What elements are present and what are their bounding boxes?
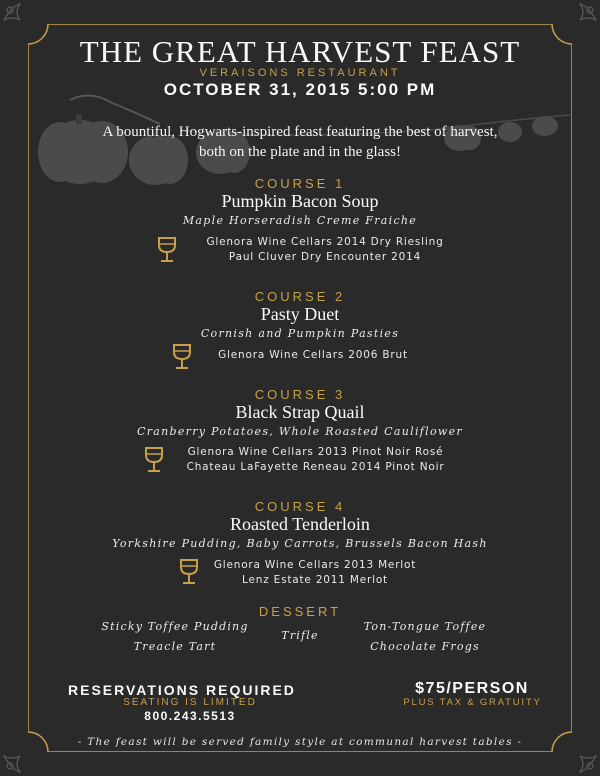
course-4-description: Yorkshire Pudding, Baby Carrots, Brussels Bacon Hash — [112, 537, 488, 550]
course-2-description: Cornish and Pumpkin Pasties — [200, 327, 400, 340]
course-1-wine-2: Paul Cluver Dry Encounter 2014 — [228, 251, 422, 263]
seating-note: SEATING IS LIMITED — [123, 697, 257, 708]
course-4-label: COURSE 4 — [254, 499, 346, 514]
ornate-corner-icon — [562, 2, 598, 38]
course-1-label: COURSE 1 — [254, 176, 346, 191]
course-3-label: COURSE 3 — [254, 387, 346, 402]
dessert-item: Ton-Tongue Toffee — [363, 620, 487, 633]
pumpkin-icon — [532, 116, 558, 136]
wine-glass-icon — [178, 559, 200, 585]
dessert-item: Sticky Toffee Pudding — [101, 620, 249, 633]
course-4-wine-2: Lenz Estate 2011 Merlot — [242, 574, 388, 586]
dessert-item: Trifle — [281, 629, 319, 642]
dessert-item: Treacle Tart — [133, 640, 217, 653]
course-2-label: COURSE 2 — [254, 289, 346, 304]
intro-text: A bountiful, Hogwarts-inspired feast featuring the best of harvest, both on the plate and in the glass! — [102, 124, 498, 160]
course-4-dish: Roasted Tenderloin — [230, 514, 370, 534]
restaurant-name: VERAISONS RESTAURANT — [199, 67, 401, 79]
event-date: OCTOBER 31, 2015 5:00 PM — [163, 80, 437, 99]
price-note: PLUS TAX & GRATUITY — [403, 697, 542, 708]
price: $75/PERSON — [415, 680, 529, 697]
wine-glass-icon — [143, 447, 165, 473]
course-1-description: Maple Horseradish Creme Fraiche — [182, 214, 418, 227]
course-3-description: Cranberry Potatoes, Whole Roasted Cauliflower — [137, 425, 463, 438]
course-1-dish: Pumpkin Bacon Soup — [221, 191, 379, 211]
course-3-wine-2: Chateau LaFayette Reneau 2014 Pinot Noir — [186, 461, 445, 473]
reservations-heading: RESERVATIONS REQUIRED — [68, 682, 296, 698]
course-2-dish: Pasty Duet — [260, 304, 340, 324]
pumpkin-icon — [498, 122, 522, 142]
dessert-label: DESSERT — [258, 604, 342, 619]
wine-glass-icon — [156, 237, 178, 263]
course-2-wine-1: Glenora Wine Cellars 2006 Brut — [218, 349, 408, 361]
phone-number: 800.243.5513 — [144, 709, 236, 723]
course-1-wine-1: Glenora Wine Cellars 2014 Dry Riesling — [206, 236, 444, 248]
course-3-wine-1: Glenora Wine Cellars 2013 Pinot Noir Rosé — [187, 446, 444, 458]
footer-note: - The feast will be served family style at communal harvest tables - — [77, 736, 523, 748]
ornate-corner-icon — [2, 2, 38, 38]
wine-glass-icon — [171, 344, 193, 370]
course-3-dish: Black Strap Quail — [235, 402, 365, 422]
dessert-item: Chocolate Frogs — [370, 640, 480, 653]
event-title: THE GREAT HARVEST FEAST — [79, 34, 521, 69]
course-4-wine-1: Glenora Wine Cellars 2013 Merlot — [213, 559, 417, 571]
